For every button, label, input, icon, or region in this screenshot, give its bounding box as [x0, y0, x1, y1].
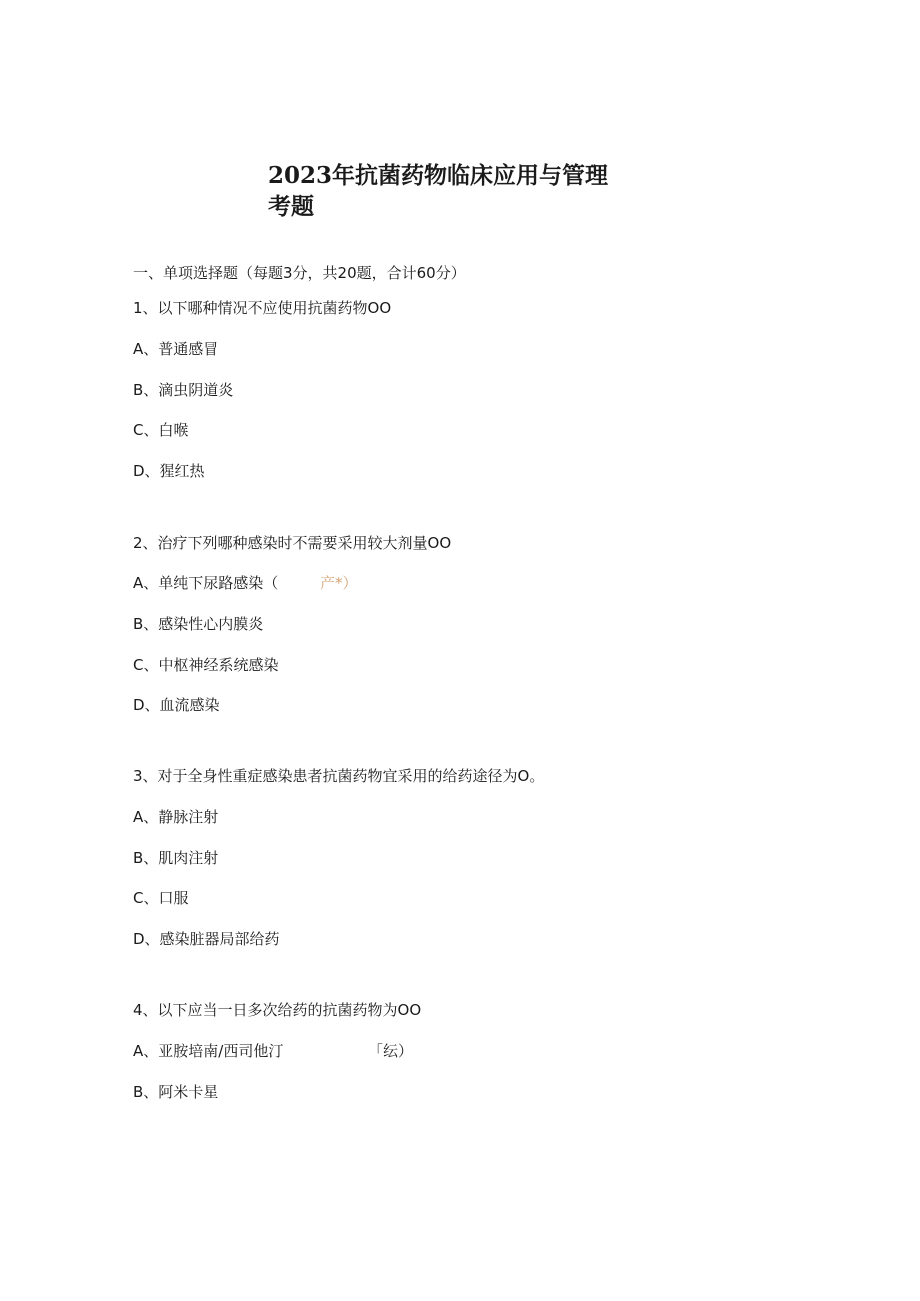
question-1-option-b: B、滴虫阴道炎 — [133, 381, 234, 399]
question-2-option-a-handwritten-mark: 产*） — [320, 574, 358, 592]
question-3-stem: 3、对于全身性重症感染患者抗菌药物宜采用的给药途径为O。 — [133, 767, 545, 785]
question-2-option-d: D、血流感染 — [133, 696, 220, 714]
question-1-option-c: C、白喉 — [133, 421, 189, 439]
page-title: 2023年抗菌药物临床应用与管理考题 — [268, 162, 609, 220]
question-2-option-b: B、感染性心内膜炎 — [133, 615, 264, 633]
question-4-option-b: B、阿米卡星 — [133, 1083, 219, 1101]
question-3-option-d: D、感染脏器局部给药 — [133, 930, 280, 948]
question-3-option-a: A、静脉注射 — [133, 808, 219, 826]
question-2-stem: 2、治疗下列哪种感染时不需要采用较大剂量OO — [133, 534, 452, 552]
question-1-stem: 1、以下哪种情况不应使用抗菌药物OO — [133, 299, 392, 317]
question-3-option-c: C、口服 — [133, 889, 189, 907]
question-2-option-c: C、中枢神经系统感染 — [133, 656, 279, 674]
section-heading: 一、单项选择题（每题3分，共20题，合计60分） — [133, 264, 466, 282]
question-1-option-d: D、猩红热 — [133, 462, 205, 480]
question-4-option-a-handwritten-mark: 「纭） — [368, 1042, 414, 1060]
question-2-option-a: A、单纯下尿路感染（ — [133, 574, 279, 592]
question-1-option-a: A、普通感冒 — [133, 340, 219, 358]
question-4-option-a: A、亚胺培南/西司他汀 — [133, 1042, 284, 1060]
question-4-stem: 4、以下应当一日多次给药的抗菌药物为OO — [133, 1001, 422, 1019]
question-3-option-b: B、肌肉注射 — [133, 849, 219, 867]
